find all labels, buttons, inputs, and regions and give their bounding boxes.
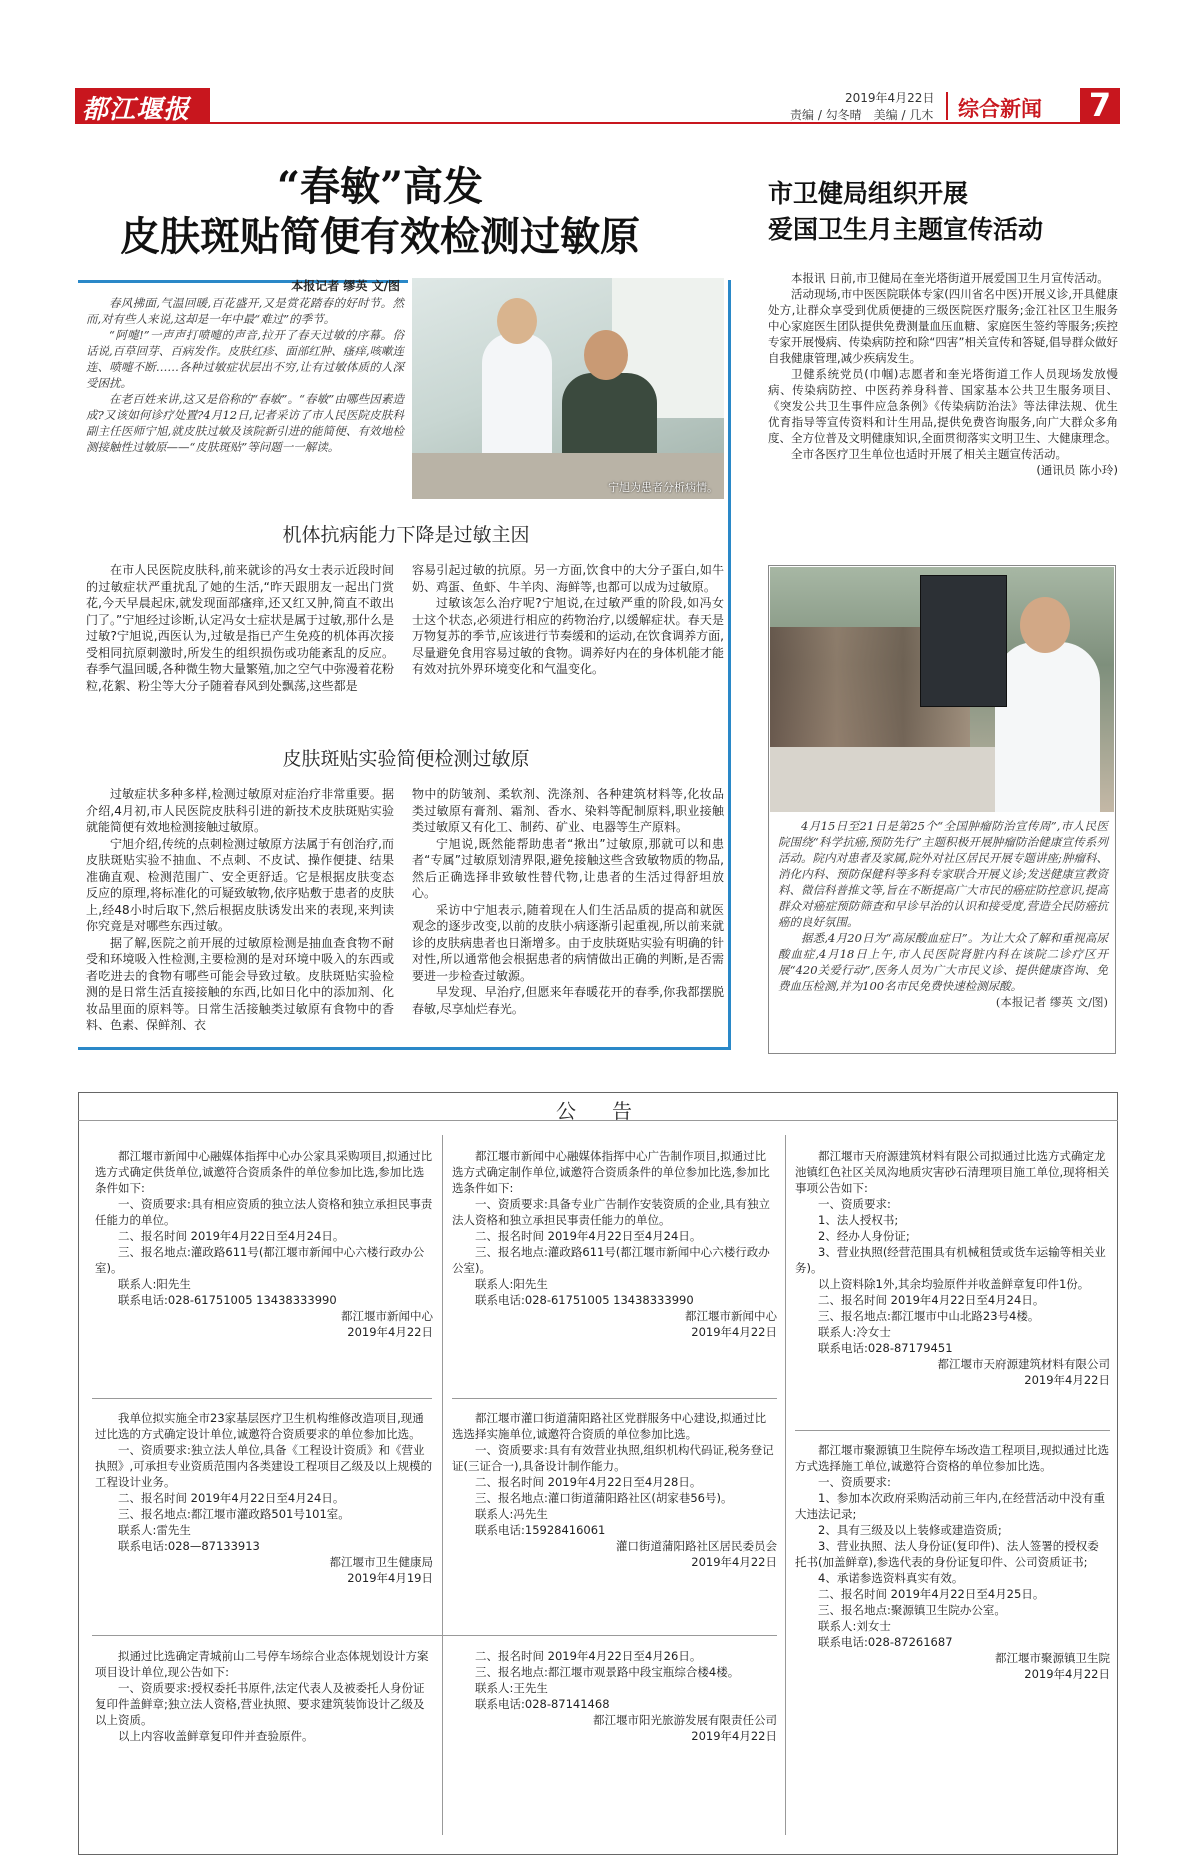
lead-p2: “阿嚏!”一声声打喷嚏的声音,拉开了春天过敏的序幕。俗话说,百草回芽、百病发作。皮肤红疹、面部红肿、瘙痒,咳嗽连连、喷嚏不断……各种过敏症状层出不穷,让有过敏体质的人深受困扰。	[86, 328, 404, 390]
masthead-white-band	[210, 88, 1080, 124]
section1-col2	[412, 562, 724, 678]
photo-doctor-head	[497, 298, 537, 344]
right-article-body	[768, 270, 1118, 478]
lead-p1: 春风拂面,气温回暖,百花盛开,又是赏花踏春的好时节。然而,对有些人来说,这却是一年中最“难过”的季节。	[86, 296, 404, 326]
section2-col2	[412, 786, 724, 1017]
photo-caption: 宁旭为患者分析病情。	[608, 481, 718, 494]
right-p3: 卫健系统党员(巾帼)志愿者和奎光塔街道工作人员现场发放慢病、传染病防控、中医药养身科普、国家基本公共卫生服务项目、《突发公共卫生事件应急条例》《传染病防治法》等法律法规、优生优育指导等宣传资料和计生用品,提供免费咨询服务,向广大群众多角度、全方位普及文明健康知识,全面贯彻落实文明卫生、大健康理念。	[768, 367, 1118, 445]
issue-date: 2019年4月22日	[845, 91, 935, 105]
subheading-2: 皮肤斑贴实验简便检测过敏原	[282, 748, 530, 770]
announcement-7-right: 二、报名时间 2019年4月22日至4月26日。 三、报名地点:都江堰市观景路中段宝瓶综合楼4楼。 联系人:王先生 联系电话:028-87141468 都江堰市阳光旅游发展有限责任公司 2019年4月22日	[475, 1649, 777, 1743]
s2c1-p2: 宁旭介绍,传统的点刺检测过敏原方法属于有创治疗,而皮肤斑贴实验不抽血、不点刺、不皮试、操作便捷、结果准确直观、检测范围广、安全更舒适。它是根据皮肤变态反应的原理,将标准化的可疑致敏物,依序贴敷于患者的皮肤上,经48小时后取下,然后根据皮肤诱发出来的表现,来判读你究竟是对哪些东西过敏。	[86, 836, 394, 933]
s2c2-p1: 物中的防皱剂、柔软剂、洗涤剂、各种建筑材料等,化妆品类过敏原有膏剂、霜剂、香水、染料等配制原料,职业接触类过敏原又有化工、制药、矿业、电器等生产原料。	[412, 787, 724, 834]
right-photo	[770, 567, 1114, 812]
main-headline-line2: 皮肤斑贴简便有效检测过敏原	[120, 213, 640, 260]
ann-divider-2	[785, 1135, 786, 1835]
subheading-1: 机体抗病能力下降是过敏主因	[282, 524, 530, 546]
editors-credit: 责编 / 勾冬晴 美编 / 几木	[790, 108, 934, 122]
lead-p3: 在老百姓来讲,这又是俗称的“春敏”。“春敏”由哪些因素造成?又该如何诊疗处置?4月12日,记者采访了市人民医院皮肤科副主任医师宁旭,就皮肤过敏及该院新引进的能简便、有效地检测接触性过敏原——“皮肤斑贴”等问题一一解读。	[86, 392, 404, 454]
s2c1-p1: 过敏症状多种多样,检测过敏原对症治疗非常重要。据介绍,4月初,市人民医院皮肤科引进的新技术皮肤斑贴实验就能简便有效地检测接触过敏原。	[86, 787, 394, 834]
page-number: 7	[1088, 86, 1112, 124]
right-p1: 本报讯 日前,市卫健局在奎光塔街道开展爱国卫生月宣传活动。	[791, 271, 1109, 285]
announcement-7-left: 拟通过比选确定青城前山二号停车场综合业态体规划设计方案项目设计单位,现公告如下: 一、资质要求:授权委托书原件,法定代表人及被委托人身份证复印件盖鲜章;独立法人资格,营业执照、要求建筑装饰设计乙级及以上资质。 以上内容收盖鲜章复印件并查验原件。	[95, 1649, 429, 1743]
photo-doctor-2	[995, 642, 1100, 812]
section-name: 综合新闻	[958, 97, 1042, 121]
photo-xray	[920, 575, 1007, 707]
s2c2-p2: 宁旭说,既然能帮助患者“揪出”过敏原,那就可以和患者“专属”过敏原划清界限,避免接触这些含致敏物质的物品,然后正确选择非致敏性替代物,让患者的生活过得舒坦放心。	[412, 836, 724, 900]
right-p4: 全市各医疗卫生单位也适时开展了相关主题宣传活动。	[791, 447, 1067, 461]
s1c2-p2: 过敏该怎么治疗呢?宁旭说,在过敏严重的阶段,如冯女士这个状态,必须进行相应的药物治疗,以缓解症状。春天是万物复苏的季节,应该进行节奏缓和的运动,在饮食调养方面,尽量避免食用容易过敏的食物。调养好内在的身体机能才能有效对抗外界环境变化和气温变化。	[412, 596, 725, 676]
masthead	[0, 0, 1200, 130]
caption-credit: (本报记者 缪英 文/图)	[995, 995, 1108, 1009]
right-photo-caption	[778, 818, 1108, 1010]
right-headline-line1: 市卫健局组织开展	[768, 179, 969, 208]
s2c2-p3: 采访中宁旭表示,随着现在人们生活品质的提高和就医观念的逐步改变,以前的皮肤小病逐渐引起重视,所以前来就诊的皮肤病患者也日渐增多。由于皮肤斑贴实验有明确的针对性,所以通常他会根据患者的病情做出正确的判断,是否需要进一步检查过敏源。	[412, 902, 725, 983]
right-headline-line2: 爱国卫生月主题宣传活动	[768, 215, 1044, 244]
ann-hdivider-4	[92, 1635, 777, 1636]
section1-col1	[86, 562, 394, 694]
photo-table	[770, 747, 1030, 812]
announcement-4: 我单位拟实施全市23家基层医疗卫生机构维修改造项目,现通过比选的方式确定设计单位,诚邀符合资质要求的单位参加比选。 一、资质要求:独立法人单位,具备《工程设计资质》和《营业执照》,可承担专业资质范围内各类建设工程项目乙级及以上规模的工程设计业务。 二、报名时间 2019年4月22日至4月24日。 三、报名地点:都江堰市灌政路501号101室。 联系人:雷先生 联系电话:028—87133913 都江堰市卫生健康局 2019年4月19日	[95, 1411, 433, 1585]
ann-hdivider-2	[452, 1398, 777, 1399]
announcement-1: 都江堰市新闻中心融媒体指挥中心办公家具采购项目,拟通过比选方式确定供货单位,诚邀符合资质条件的单位参加比选,参加比选条件如下: 一、资质要求:具有相应资质的独立法人资格和独立承担民事责任能力的单位。 二、报名时间 2019年4月22日至4月24日。 三、报名地点:灌政路611号(都江堰市新闻中心六楼行政办公室)。 联系人:阳先生 联系电话:028-61751005 13438333990 都江堰市新闻中心 2019年4月22日	[95, 1149, 433, 1339]
lead-paragraphs	[86, 295, 404, 455]
s1c1-p1: 在市人民医院皮肤科,前来就诊的冯女士表示近段时间的过敏症状严重扰乱了她的生活,“昨天跟朋友一起出门赏花,今天早晨起床,就发现面部瘙痒,还又红又肿,简直不敢出门了。”宁旭经过诊断,认定冯女士症状是属于过敏,那什么是过敏?宁旭说,西医认为,过敏是指已产生免疫的机体再次接受相同抗原刺激时,所发生的组织损伤或功能紊乱的反应。春季气温回暖,各种微生物大量繁殖,加之空气中弥漫着花粉粒,花絮、粉尘等大分子随着春风到处飘荡,这些都是	[86, 563, 394, 693]
announcement-5: 都江堰市灌口街道蒲阳路社区党群服务中心建设,拟通过比选选择实施单位,诚邀符合资质的单位参加比选。 一、资质要求:具有有效营业执照,组织机构代码证,税务登记证(三证合一),具备设计制作能力。 二、报名时间 2019年4月22日至4月28日。 三、报名地点:灌口街道蒲阳路社区(胡家巷56号)。 联系人:冯先生 联系电话:15928416061 灌口街道蒲阳路社区居民委员会 2019年4月22日	[452, 1411, 777, 1569]
announcement-3: 都江堰市天府源建筑材料有限公司拟通过比选方式确定龙池镇红色社区关凤沟地质灾害砂石清理项目施工单位,现将相关事项公告如下: 一、资质要求: 1、法人授权书; 2、经办人身份证; 3、营业执照(经营范围具有机械租赁或货车运输等相关业务)。 以上资料除1外,其余均验原件并收盖鲜章复印件1份。 二、报名时间 2019年4月22日至4月24日。 三、报名地点:都江堰市中山北路23号4楼。 联系人:冷女士 联系电话:028-87179451 都江堰市天府源建筑材料有限公司 2019年4月22日	[795, 1149, 1110, 1387]
photo-doctor-2-head	[1020, 597, 1070, 653]
ann-divider-1	[442, 1135, 443, 1835]
byline: 本报记者 缪英 文/图	[291, 279, 400, 293]
s1c2-p1: 容易引起过敏的抗原。另一方面,饮食中的大分子蛋白,如牛奶、鸡蛋、鱼虾、牛羊肉、海鲜等,也都可以成为过敏原。	[412, 563, 724, 594]
section2-col1	[86, 786, 394, 1034]
caption-p2: 据悉,4月20日为“高尿酸血症日”。为让大众了解和重视高尿酸血症,4月18日上午,市人民医院肾脏内科在该院二诊疗区开展“420关爱行动”,医务人员为广大市民义诊、提供健康咨询、免费血压检测,并为100名市民免费快速检测尿酸。	[778, 931, 1108, 993]
s2c1-p3: 据了解,医院之前开展的过敏原检测是抽血查食物不耐受和环境吸入性检测,主要检测的是对环境中吸入的东西或者吃进去的食物有哪些可能会导致过敏。皮肤斑贴实验检测的是日常生活直接接触的东西,比如日化中的添加剂、化妆品里面的原料等。日常生活接触类过敏原有食物中的香料、色素、保鲜剂、衣	[86, 935, 394, 1032]
ann-hdivider-3	[795, 1430, 1110, 1431]
s2c2-p4: 早发现、早治疗,但愿来年春暖花开的春季,你我都摆脱春敏,尽享灿烂春光。	[412, 985, 724, 1016]
ann-hdivider-1	[92, 1398, 432, 1399]
right-p2: 活动现场,市中医医院联体专家(四川省名中医)开展义诊,开具健康处方,让群众享受到优质便捷的三级医院医疗服务;金江社区卫生服务中心家庭医生团队提供免费测量血压血糖、家庭医生签约等服务;疾控专家开展慢病、传染病防控和除“四害”相关宣传和答疑,倡导群众做好自我健康管理,减少疾病发生。	[768, 287, 1118, 365]
main-headline-line1: “春敏”高发	[276, 163, 483, 210]
article-photo	[412, 278, 724, 499]
newspaper-logo: 都江堰报	[82, 95, 191, 125]
photo-patient-head	[584, 330, 628, 380]
section-divider	[946, 92, 948, 120]
announcement-6: 都江堰市聚源镇卫生院停车场改造工程项目,现拟通过比选方式选择施工单位,诚邀符合资格的单位参加比选。 一、资质要求: 1、参加本次政府采购活动前三年内,在经营活动中没有重大违法记录; 2、具有三级及以上装修或建造资质; 3、营业执照、法人身份证(复印件)、法人签署的授权委托书(加盖鲜章),参选代表的身份证复印件、公司资质证书; 4、承诺参选资料真实有效。 二、报名时间 2019年4月22日至4月25日。 三、报名地点:聚源镇卫生院办公室。 联系人:刘女士 联系电话:028-87261687 都江堰市聚源镇卫生院 2019年4月22日	[795, 1443, 1110, 1681]
caption-p1: 4月15日至21日是第25个“全国肿瘤防治宣传周”,市人民医院围绕“科学抗癌,预防先行”主题积极开展肿瘤防治健康宣传系列活动。院内对患者及家属,院外对社区居民开展专题讲座;肿瘤科、消化内科、预防保健科等多科专家联合开展义诊;发送健康宣教资料、微信科普推文等,旨在不断提高广大市民的癌症防控意识,提高群众对癌症预防筛查和早诊早治的认识和接受度,营造全民防癌抗癌的良好氛围。	[778, 819, 1108, 929]
right-credit: (通讯员 陈小玲)	[1036, 463, 1118, 477]
announcement-2: 都江堰市新闻中心融媒体指挥中心广告制作项目,拟通过比选方式确定制作单位,诚邀符合资质条件的单位参加比选,参加比选条件如下: 一、资质要求:具备专业广告制作安装资质的企业,具有独立法人资格和独立承担民事责任能力的单位。 二、报名时间 2019年4月22日至4月24日。 三、报名地点:灌政路611号(都江堰市新闻中心六楼行政办公室)。 联系人:阳先生 联系电话:028-61751005 13438333990 都江堰市新闻中心 2019年4月22日	[452, 1149, 777, 1339]
announcements-heading: 公 告	[556, 1099, 640, 1123]
